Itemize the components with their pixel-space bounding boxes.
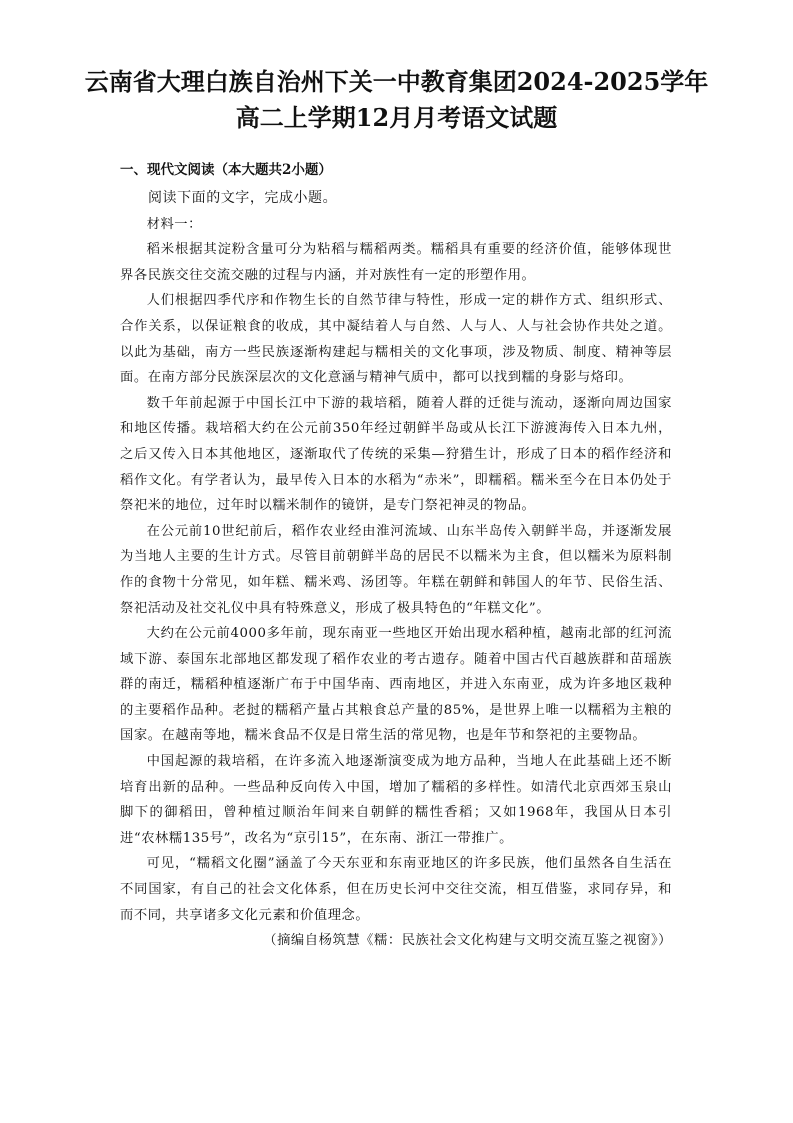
title-line-2: 高二上学期12月月考语文试题 (235, 103, 558, 132)
paragraph-7: 可见，“糯稻文化圈”涵盖了今天东亚和东南亚地区的许多民族，他们虽然各自生活在不同国家，有自己的社会文化体系，但在历史长河中交往交流，相互借鉴，求同存异，和而不同，共享诸多文化元素和价值理念。 (120, 856, 672, 923)
paragraph-3: 数千年前起源于中国长江中下游的栽培稻，随着人群的迁徙与流动，逐渐向周边国家和地区传播。栽培稻大约在公元前350年经过朝鲜半岛或从长江下游渡海传入日本九州，之后又传入日本其他地区，逐渐取代了传统的采集—狩猎生计，形成了日本的稻作经济和稻作文化。有学者认为，最早传入日本的水稻为“赤米”，即糯稻。糯米至今在日本仍处于祭祀米的地位，过年时以糯米制作的镜饼，是专门祭祀神灵的物品。 (120, 395, 672, 514)
paragraph-2: 人们根据四季代序和作物生长的自然节律与特性，形成一定的耕作方式、组织形式、合作关系，以保证粮食的收成，其中凝结着人与自然、人与人、人与社会协作共处之道。以此为基础，南方一些民族逐渐构建起与糯相关的文化事项，涉及物质、制度、精神等层面。在南方部分民族深层次的文化意涵与精神气质中，都可以找到糯的身影与烙印。 (120, 293, 672, 386)
reading-passage (120, 186, 672, 954)
section-heading: 一、现代文阅读（本大题共2小题） (120, 162, 332, 178)
material-label: 材料一： (146, 216, 202, 232)
paragraph-1: 稻米根据其淀粉含量可分为粘稻与糯稻两类。糯稻具有重要的经济价值，能够体现世界各民族交往交流交融的过程与内涵，并对族性有一定的形塑作用。 (120, 242, 672, 283)
document-title (60, 64, 733, 136)
paragraph-4: 在公元前10世纪前后，稻作农业经由淮河流域、山东半岛传入朝鲜半岛，并逐渐发展为当地人主要的生计方式。尽管目前朝鲜半岛的居民不以糯米为主食，但以糯米为原料制作的食物十分常见，如年糕、糯米鸡、汤团等。年糕在朝鲜和韩国人的年节、民俗生活、祭祀活动及社交礼仪中具有特殊意义，形成了极具特色的“年糕文化”。 (120, 523, 672, 616)
paragraph-5: 大约在公元前4000多年前，现东南亚一些地区开始出现水稻种植，越南北部的红河流域下游、泰国东北部地区都发现了稻作农业的考古遗存。随着中国古代百越族群和苗瑶族群的南迁，糯稻种植逐渐广布于中国华南、西南地区，并进入东南亚，成为许多地区栽种的主要稻作品种。老挝的糯稻产量占其粮食总产量的85%，是世界上唯一以糯稻为主粮的国家。在越南等地，糯米食品不仅是日常生活的常见物，也是年节和祭祀的主要物品。 (120, 626, 672, 744)
instruction: 阅读下面的文字，完成小题。 (148, 190, 338, 206)
paragraph-6: 中国起源的栽培稻，在许多流入地逐渐演变成为地方品种，当地人在此基础上还不断培育出新的品种。一些品种反向传入中国，增加了糯稻的多样性。如清代北京西郊玉泉山脚下的御稻田，曾种植过顺治年间来自朝鲜的糯性香稻；又如1968年，我国从日本引进“农林糯135号”，改名为“京引15”，在东南、浙江一带推广。 (120, 754, 672, 846)
title-line-1: 云南省大理白族自治州下关一中教育集团2024-2025学年 (84, 67, 709, 96)
source-citation: （摘编自杨筑慧《糯：民族社会文化构建与文明交流互鉴之视窗》） (263, 933, 672, 949)
